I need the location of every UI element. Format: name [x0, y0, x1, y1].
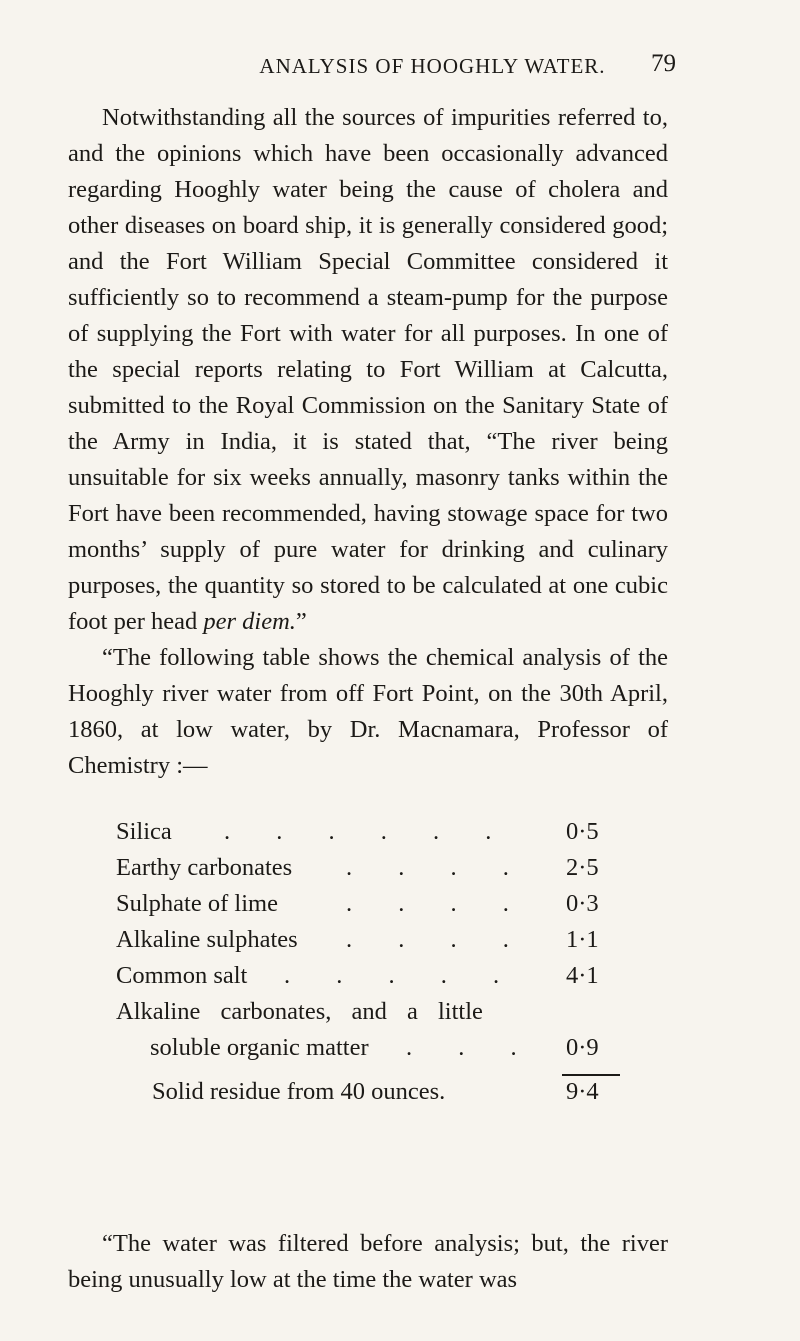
row-value: 0·5	[566, 818, 599, 845]
total-row	[116, 1078, 656, 1114]
row-value: 0·3	[566, 890, 599, 917]
table-row	[116, 854, 656, 890]
row-label: Sulphate of lime	[116, 890, 278, 917]
row-leader-dots: . . . . .	[284, 962, 520, 989]
total-label: Solid residue from 40 ounces.	[152, 1078, 446, 1105]
row-leader-dots: . . .	[406, 1034, 537, 1061]
page-number: 79	[651, 50, 676, 77]
row-label: Alkaline carbonates, and a little	[116, 998, 483, 1025]
running-head: ANALYSIS OF HOOGHLY WATER.	[259, 54, 606, 78]
closing-quote: ”	[295, 608, 307, 635]
row-label: Silica	[116, 818, 172, 845]
row-leader-dots: . . . .	[346, 854, 529, 881]
table-row	[116, 962, 656, 998]
row-label: Common salt	[116, 962, 248, 989]
total-value: 9·4	[566, 1078, 599, 1105]
paragraph-2: “The following table shows the chemical analysis of the Hooghly river water from off Fort Point, on the 30th April, 1860, at low water, by Dr. Macnamara, Professor of Chemistry :—	[68, 644, 668, 779]
row-leader-dots: . . . .	[346, 926, 529, 953]
continuation-text	[68, 1226, 668, 1298]
row-label: Earthy carbonates	[116, 854, 293, 881]
row-value: 4·1	[566, 962, 599, 989]
table-row	[116, 818, 656, 854]
row-label: Alkaline sulphates	[116, 926, 298, 953]
paragraph-1	[68, 100, 668, 640]
italic-phrase: per diem.	[203, 608, 296, 635]
row-leader-dots: . . . .	[346, 890, 529, 917]
table-row	[116, 890, 656, 926]
table-row	[116, 926, 656, 962]
table-row	[116, 998, 656, 1034]
paragraph-1-text: Notwithstanding all the sources of impurities referred to, and the opinions which have been occasionally advanced regarding Hooghly water being the cause of cholera and other diseases on board ship, it is generally considered good; and the Fort William Special Committee considered it sufficiently so to recommend a steam-pump for the purpose of supplying the Fort with water for all purposes. In one of the special reports relating to Fort William at Calcutta, submitted to the Royal Commission on the Sanitary State of the Army in India, it is stated that, “The river being unsuitable for six weeks annually, masonry tanks within the Fort have been recommended, having stowage space for two months’ supply of pure water for drinking and culinary purposes, the quantity so stored to be calculated at one cubic foot per head	[68, 104, 668, 635]
row-value: 0·9	[566, 1034, 599, 1061]
row-value: 2·5	[566, 854, 599, 881]
row-label: soluble organic matter	[150, 1034, 369, 1061]
body-text	[68, 100, 668, 784]
total-rule	[562, 1074, 620, 1076]
row-value: 1·1	[566, 926, 599, 953]
table-row	[116, 1034, 656, 1070]
paragraph-3: “The water was filtered before analysis; but, the river being unusually low at the time the water was	[68, 1230, 668, 1293]
row-leader-dots: . . . . . .	[224, 818, 512, 845]
